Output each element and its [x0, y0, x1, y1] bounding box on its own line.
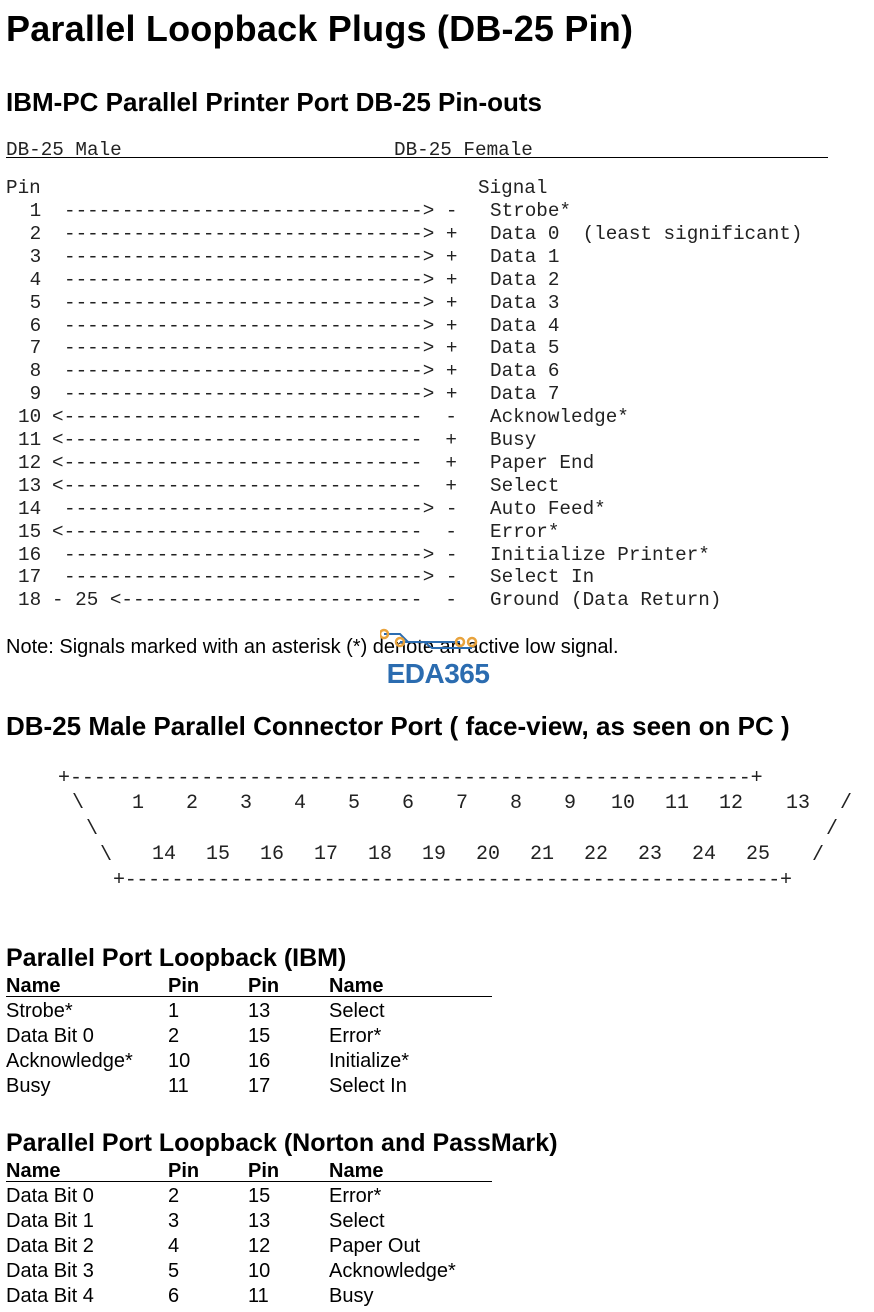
col-female-label: DB-25 Female [394, 139, 533, 161]
pin-label: 19 [422, 843, 447, 866]
pin-number: 9 [18, 383, 42, 406]
signal-name: Data 2 [490, 268, 560, 291]
pin-number: 16 [18, 543, 42, 566]
pin-number: 13 [18, 474, 42, 497]
signal-name: Acknowledge* [490, 406, 629, 429]
signal-direction-arrow: -------------------------------> - [64, 200, 458, 222]
page-title: Parallel Loopback Plugs (DB-25 Pin) [6, 8, 634, 49]
pin-label: 8 [510, 792, 523, 815]
table-cell: 15 [248, 1185, 271, 1207]
table-cell: 10 [168, 1050, 191, 1072]
pin-number: 17 [18, 566, 42, 589]
pin-number: 4 [18, 268, 42, 291]
signal-name: Data 0 (least significant) [490, 222, 803, 245]
table-cell: Select [329, 1000, 385, 1022]
signal-direction-arrow: -------------------------------> + [64, 383, 458, 406]
pin-label: 25 [746, 843, 771, 866]
circuit-icon [380, 628, 496, 662]
table-cell: 11 [168, 1075, 189, 1097]
loopback-ibm-heading: Parallel Port Loopback (IBM) [6, 944, 347, 972]
pin-number: 6 [18, 314, 42, 337]
pin-number: 3 [18, 245, 42, 268]
pin-label: 18 [368, 843, 393, 866]
table-cell: Busy [329, 1285, 374, 1307]
table-cell: 5 [168, 1260, 180, 1282]
pin-header: Pin [6, 177, 41, 199]
connector-heading: DB-25 Male Parallel Connector Port ( face-view, as seen on PC ) [6, 711, 790, 741]
pin-label: 6 [402, 792, 415, 815]
signal-direction-arrow: -------------------------------> + [64, 268, 458, 291]
pin-label: 7 [456, 792, 469, 815]
connector-right-edge-1: / [840, 792, 853, 815]
pin-number: 8 [18, 360, 42, 383]
column-header: Name [329, 975, 384, 997]
table-cell: Data Bit 0 [6, 1025, 94, 1047]
pin-label: 5 [348, 792, 361, 815]
connector-left-edge-3: \ [100, 844, 113, 867]
header-rule [6, 996, 492, 997]
table-cell: Data Bit 4 [6, 1285, 94, 1307]
connector-left-edge-2: \ [86, 818, 99, 841]
signal-name: Data 7 [490, 383, 560, 406]
pin-number: 12 [18, 451, 42, 474]
pin-label: 21 [530, 843, 555, 866]
pin-label: 2 [186, 792, 199, 815]
table-cell: Strobe* [6, 1000, 73, 1022]
signal-direction-arrow: -------------------------------> + [64, 337, 458, 360]
table-cell: Initialize* [329, 1050, 410, 1072]
pin-number: 10 [18, 406, 42, 429]
signal-name: Data 3 [490, 291, 560, 314]
column-header: Name [6, 1160, 61, 1182]
signal-direction-arrow: -------------------------------> + [64, 222, 458, 245]
pin-label: 9 [564, 792, 577, 815]
pin-number: 5 [18, 291, 42, 314]
pinouts-heading: IBM-PC Parallel Printer Port DB-25 Pin-outs [6, 87, 542, 117]
pin-label: 20 [476, 843, 501, 866]
signal-direction-arrow: <------------------------------- - [52, 520, 457, 543]
column-header: Name [329, 1160, 384, 1182]
connector-right-edge-3: / [812, 844, 825, 867]
signal-direction-arrow: -------------------------------> + [64, 291, 458, 314]
pin-label: 4 [294, 792, 307, 815]
connector-right-edge-2: / [826, 818, 839, 841]
connector-left-edge-1: \ [72, 792, 85, 815]
table-cell: 3 [168, 1210, 180, 1232]
connector-top-border: +---------------------------------------------------------+ [58, 767, 763, 790]
watermark-logo [380, 628, 496, 690]
signal-direction-arrow: <------------------------------- + [52, 474, 457, 497]
signal-name: Paper End [490, 451, 595, 474]
column-header: Name [6, 975, 61, 997]
signal-direction-arrow: -------------------------------> - [64, 497, 458, 520]
pin-label: 14 [152, 843, 177, 866]
table-cell: Select [329, 1210, 385, 1232]
column-header: Pin [248, 975, 280, 997]
table-cell: 6 [168, 1285, 180, 1307]
signal-name: Data 1 [490, 245, 560, 268]
signal-direction-arrow: - 25 <-------------------------- - [52, 589, 457, 612]
signal-direction-arrow: <------------------------------- - [52, 406, 457, 429]
signal-name: Data 6 [490, 360, 560, 383]
signal-name: Ground (Data Return) [490, 589, 722, 612]
signal-name: Select [490, 474, 560, 497]
pin-label: 11 [665, 792, 690, 815]
note-text: Note: Signals marked with an asterisk (*) denote an active low signal. [6, 636, 619, 658]
pin-number: 18 [18, 589, 42, 612]
column-header: Pin [248, 1160, 280, 1182]
pin-label: 1 [132, 792, 145, 815]
pin-number: 11 [18, 429, 42, 451]
table-cell: Error* [329, 1185, 382, 1207]
pin-number: 14 [18, 497, 42, 520]
signal-header: Signal [478, 177, 548, 199]
signal-name: Select In [490, 566, 595, 589]
signal-name: Data 4 [490, 314, 560, 337]
signal-direction-arrow: <------------------------------- + [52, 451, 457, 474]
table-cell: 2 [168, 1185, 180, 1207]
table-cell: Data Bit 1 [6, 1210, 94, 1232]
table-cell: 11 [248, 1285, 269, 1307]
column-header: Pin [168, 975, 200, 997]
signal-name: Initialize Printer* [490, 543, 710, 566]
pin-number: 7 [18, 337, 42, 360]
signal-direction-arrow: -------------------------------> + [64, 245, 458, 268]
pin-label: 3 [240, 792, 253, 815]
column-header: Pin [168, 1160, 200, 1182]
table-cell: Acknowledge* [6, 1050, 133, 1072]
pin-label: 24 [692, 843, 717, 866]
signal-name: Strobe* [490, 200, 571, 222]
pin-label: 12 [719, 792, 744, 815]
table-cell: Data Bit 2 [6, 1235, 94, 1257]
table-cell: Data Bit 3 [6, 1260, 94, 1282]
table-cell: 17 [248, 1075, 271, 1097]
watermark-text: EDA365 [386, 658, 490, 689]
table-cell: 2 [168, 1025, 180, 1047]
pin-label: 10 [611, 792, 636, 815]
pin-label: 15 [206, 843, 231, 866]
table-cell: Data Bit 0 [6, 1185, 94, 1207]
pin-label: 22 [584, 843, 609, 866]
signal-name: Data 5 [490, 337, 560, 360]
table-cell: 10 [248, 1260, 271, 1282]
connector-bottom-border: +--------------------------------------------------------+ [113, 869, 792, 892]
table-cell: Paper Out [329, 1235, 421, 1257]
connector-diagram [56, 767, 870, 891]
pin-number: 2 [18, 222, 42, 245]
table-cell: 13 [248, 1000, 271, 1022]
table-cell: 15 [248, 1025, 271, 1047]
table-cell: 16 [248, 1050, 271, 1072]
signal-direction-arrow: <------------------------------- + [52, 429, 457, 451]
signal-direction-arrow: -------------------------------> - [64, 543, 458, 566]
table-cell: Acknowledge* [329, 1260, 456, 1282]
pin-label: 17 [314, 843, 339, 866]
table-cell: Select In [329, 1075, 407, 1097]
pin-number: 15 [18, 520, 42, 543]
table-cell: 1 [168, 1000, 180, 1022]
table-cell: 13 [248, 1210, 271, 1232]
pin-label: 13 [786, 792, 811, 815]
signal-name: Busy [490, 429, 537, 451]
pin-label: 23 [638, 843, 663, 866]
pin-label: 16 [260, 843, 285, 866]
signal-name: Error* [490, 520, 560, 543]
signal-name: Auto Feed* [490, 497, 606, 520]
signal-direction-arrow: -------------------------------> + [64, 314, 458, 337]
table-cell: 12 [248, 1235, 271, 1257]
col-male-label: DB-25 Male [6, 139, 122, 161]
header-rule [6, 1181, 492, 1182]
pin-number: 1 [18, 200, 42, 222]
signal-direction-arrow: -------------------------------> - [64, 566, 458, 589]
header-rule [6, 157, 828, 158]
loopback-norton-heading: Parallel Port Loopback (Norton and PassMark) [6, 1129, 558, 1157]
table-cell: Busy [6, 1075, 51, 1097]
table-cell: Error* [329, 1025, 382, 1047]
table-cell: 4 [168, 1235, 180, 1257]
signal-direction-arrow: -------------------------------> + [64, 360, 458, 383]
